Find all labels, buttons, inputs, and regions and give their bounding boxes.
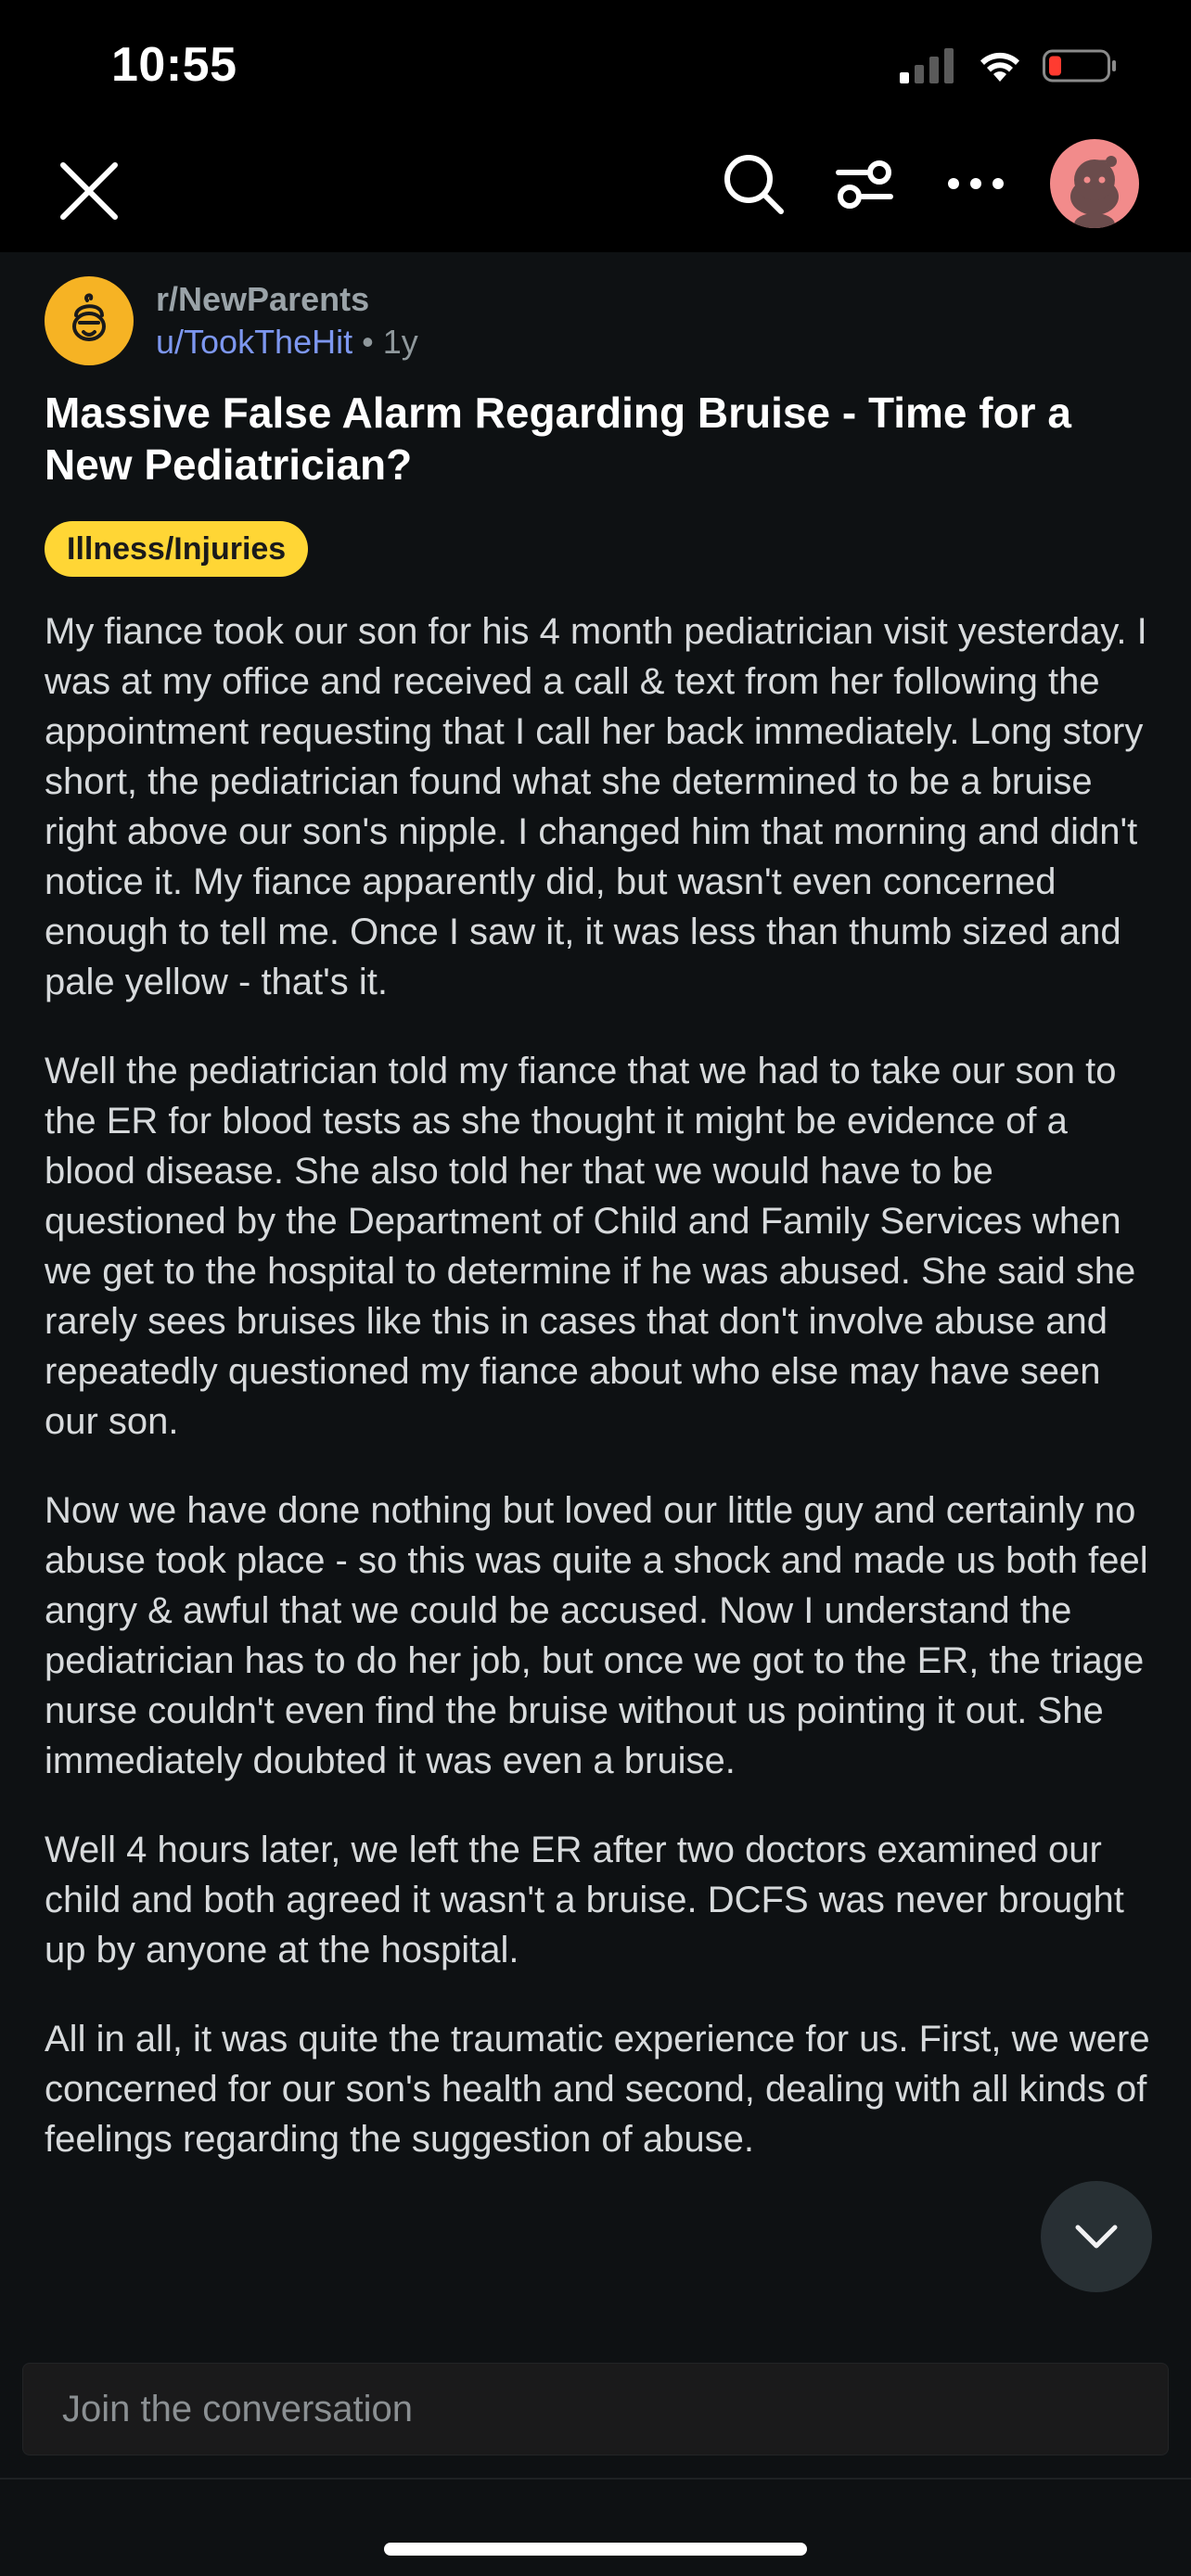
home-indicator[interactable] — [384, 2543, 807, 2556]
scroll-fade — [0, 2263, 1191, 2329]
divider — [0, 2478, 1191, 2480]
battery-low-icon — [1043, 48, 1117, 83]
nav-actions — [686, 139, 1139, 228]
post-meta — [156, 278, 418, 363]
status-icons — [900, 48, 1117, 83]
author-line — [156, 321, 418, 363]
body-paragraph: All in all, it was quite the traumatic experience for us. First, we were concerned for our son's health and second, dealing with all kinds of feelings regarding the suggestion of abuse. — [45, 2019, 1150, 2160]
close-button[interactable] — [56, 158, 122, 224]
scroll-to-comments-button[interactable] — [1041, 2181, 1152, 2292]
subreddit-name[interactable]: r/NewParents — [156, 280, 370, 318]
chevron-down-icon — [1069, 2209, 1124, 2264]
body-paragraph: My fiance took our son for his 4 month pediatrician visit yesterday. I was at my office and received a call & text from her following the appointment requesting that I call her back immediately. Long story short, the pediatrician found what she determined to be a bruise right above our son's nipple. I changed him that morning and didn't notice it. My fiance apparently did, but wasn't even concerned enough to tell me. Once I saw it, it was less than thumb sized and pale yellow - that's it. — [45, 611, 1147, 1002]
comment-input[interactable] — [60, 2388, 1168, 2431]
user-avatar[interactable] — [1050, 139, 1139, 228]
sort-options-icon — [831, 150, 898, 217]
post-title: Massive False Alarm Regarding Bruise - Time for a New Pediatrician? — [45, 389, 1071, 489]
body-paragraph: Now we have done nothing but loved our little guy and certainly no abuse took place - so this was quite a shock and made us both feel angry & awful that we could be accused. Now I understand the pediatrician has to do her job, but once we got to the ER, the triage nurse couldn't even find the bruise without us pointing it out. She immediately doubted it was even a bruise. — [45, 1490, 1148, 1781]
sort-options-button[interactable] — [820, 139, 909, 228]
top-bar — [0, 0, 1191, 252]
status-time: 10:55 — [111, 38, 237, 92]
bottom-bar — [0, 2326, 1191, 2576]
more-options-icon — [942, 150, 1009, 217]
comment-box[interactable] — [22, 2363, 1169, 2455]
post-header — [45, 276, 418, 365]
more-options-button[interactable] — [931, 139, 1020, 228]
post-flair[interactable]: Illness/Injuries — [45, 521, 308, 577]
post-body — [45, 606, 1154, 2203]
baby-face-icon — [59, 291, 119, 351]
cellular-signal-icon — [900, 48, 957, 83]
snoo-avatar-icon — [1050, 139, 1139, 228]
post-age: 1y — [382, 323, 418, 361]
search-icon — [720, 150, 787, 217]
close-icon — [56, 158, 122, 224]
search-button[interactable] — [709, 139, 798, 228]
wifi-icon — [978, 48, 1022, 83]
body-paragraph: Well 4 hours later, we left the ER after two doctors examined our child and both agreed it wasn't a bruise. DCFS was never brought up by anyone at the hospital. — [45, 1830, 1124, 1970]
meta-separator: • — [362, 323, 374, 361]
subreddit-icon[interactable] — [45, 276, 134, 365]
body-paragraph: Well the pediatrician told my fiance that we had to take our son to the ER for blood tests as she thought it might be evidence of a blood disease. She also told her that we would have to be questioned by the Department of Child and Family Services when we get to the hospital to determine if he was abused. She said she rarely sees bruises like this in cases that don't involve abuse and repeatedly questioned my fiance about who else may have seen our son. — [45, 1051, 1136, 1442]
author-username[interactable]: u/TookTheHit — [156, 323, 353, 361]
